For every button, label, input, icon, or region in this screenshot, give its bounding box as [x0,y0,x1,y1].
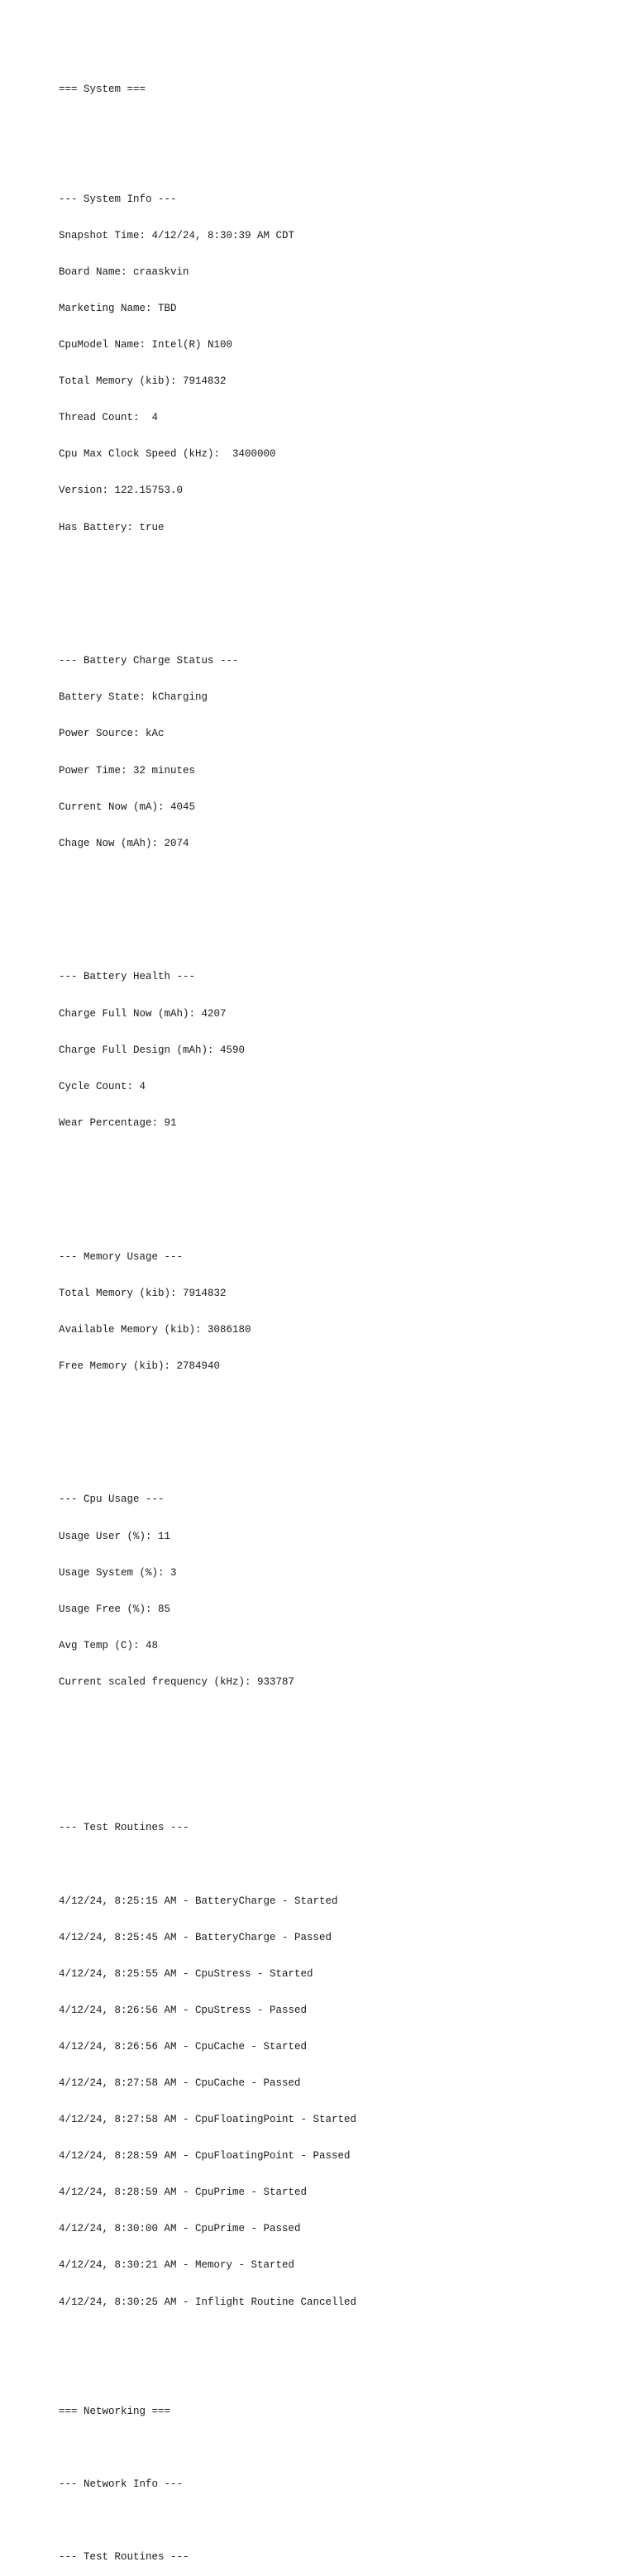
routine-log-line: 4/12/24, 8:28:59 AM - CpuFloatingPoint - Passed [59,2150,351,2163]
system-info-section [59,169,621,557]
info-line: Chage Now (mAh): 2074 [59,837,189,849]
info-line: Usage User (%): 11 [59,1530,171,1542]
info-line: Charge Full Now (mAh): 4207 [59,1007,227,1020]
networking-section-header: === Networking === [59,2405,171,2417]
info-line: Wear Percentage: 91 [59,1116,177,1129]
info-line: Charge Full Design (mAh): 4590 [59,1044,246,1056]
info-line: Cycle Count: 4 [59,1080,146,1092]
info-line: CpuModel Name: Intel(R) N100 [59,339,233,351]
cpu-usage-section [59,1470,621,1713]
info-line: Thread Count: 4 [59,412,159,424]
info-line: Version: 122.15753.0 [59,485,184,497]
routine-log-line: 4/12/24, 8:30:00 AM - CpuPrime - Passed [59,2223,301,2235]
routine-log-line: 4/12/24, 8:26:56 AM - CpuCache - Started [59,2040,308,2053]
info-line: Available Memory (kib): 3086180 [59,1323,251,1336]
test-routines-header: --- Test Routines --- [59,1822,189,1834]
cpu-usage-header: --- Cpu Usage --- [59,1494,165,1506]
diagnostics-log [59,60,621,2576]
info-line: Usage Free (%): 85 [59,1603,171,1615]
system-info-header: --- System Info --- [59,193,177,205]
info-line: Cpu Max Clock Speed (kHz): 3400000 [59,448,276,461]
info-line: Board Name: craaskvin [59,265,189,278]
routine-log-line: 4/12/24, 8:25:45 AM - BatteryCharge - Passed [59,1931,332,1943]
routine-log-line: 4/12/24, 8:30:25 AM - Inflight Routine Cancelled [59,2296,357,2308]
info-line: Avg Temp (C): 48 [59,1639,159,1651]
info-line: Has Battery: true [59,521,165,533]
info-line: Power Time: 32 minutes [59,764,196,777]
routine-log-line: 4/12/24, 8:28:59 AM - CpuPrime - Started [59,2186,308,2199]
battery-health-header: --- Battery Health --- [59,971,196,983]
routine-log-line: 4/12/24, 8:30:21 AM - Memory - Started [59,2259,295,2272]
info-line: Snapshot Time: 4/12/24, 8:30:39 AM CDT [59,229,295,241]
network-info-header: --- Network Info --- [59,2478,184,2491]
info-line: Current scaled frequency (kHz): 933787 [59,1675,295,1688]
system-section-header: === System === [59,84,146,96]
system-test-routines-section [59,1798,621,2333]
info-line: Free Memory (kib): 2784940 [59,1360,221,1372]
battery-charge-section [59,631,621,874]
info-line: Power Source: kAc [59,728,165,740]
info-line: Usage System (%): 3 [59,1566,177,1579]
routine-log-line: 4/12/24, 8:25:55 AM - CpuStress - Started [59,1967,313,1980]
info-line: Total Memory (kib): 7914832 [59,1287,227,1299]
routine-log-line: 4/12/24, 8:27:58 AM - CpuFloatingPoint - Started [59,2114,357,2126]
battery-health-section [59,947,621,1154]
info-line: Current Now (mA): 4045 [59,801,196,813]
info-line: Total Memory (kib): 7914832 [59,375,227,388]
networking-test-routines-header: --- Test Routines --- [59,2551,189,2564]
memory-usage-header: --- Memory Usage --- [59,1250,184,1263]
battery-charge-header: --- Battery Charge Status --- [59,655,239,667]
routine-log-line: 4/12/24, 8:26:56 AM - CpuStress - Passed [59,2004,308,2016]
info-line: Marketing Name: TBD [59,302,177,314]
memory-usage-section [59,1226,621,1397]
info-line: Battery State: kCharging [59,691,208,704]
routine-log-line: 4/12/24, 8:27:58 AM - CpuCache - Passed [59,2077,301,2090]
routine-log-line: 4/12/24, 8:25:15 AM - BatteryCharge - Started [59,1895,338,1907]
